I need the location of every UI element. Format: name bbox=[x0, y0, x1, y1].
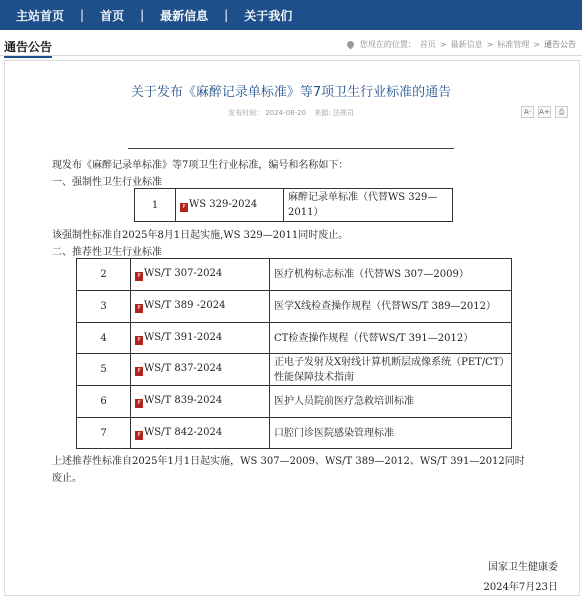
table-row bbox=[77, 259, 512, 291]
breadcrumb-separator: > bbox=[439, 40, 447, 49]
mandatory-standards-table bbox=[134, 188, 453, 222]
pdf-icon: P bbox=[180, 203, 188, 212]
article-source: 来源: 法规司 bbox=[314, 109, 354, 117]
font-decrease-button[interactable]: A- bbox=[521, 106, 534, 118]
pdf-icon: P bbox=[135, 272, 143, 281]
row-number: 5 bbox=[77, 354, 131, 386]
row-number: 6 bbox=[77, 386, 131, 418]
standard-name: 麻醉记录单标准（代替WS 329—2011） bbox=[284, 189, 453, 222]
breadcrumb-item-latest[interactable]: 最新信息 bbox=[450, 40, 483, 49]
breadcrumb-item-current: 通告公告 bbox=[544, 40, 576, 49]
publish-time: 发布时间： 2024-08-20 bbox=[228, 109, 307, 117]
section-heading-recommended: 二、推荐性卫生行业标准 bbox=[52, 247, 162, 258]
print-icon[interactable]: ⎙ bbox=[555, 106, 568, 118]
pdf-icon: P bbox=[135, 431, 143, 440]
table-row bbox=[77, 354, 512, 386]
pdf-icon: P bbox=[135, 367, 143, 376]
intro-paragraph: 现发布《麻醉记录单标准》等7项卫生行业标准，编号和名称如下： bbox=[52, 160, 349, 171]
nav-separator: | bbox=[224, 8, 229, 22]
row-number: 4 bbox=[77, 323, 131, 354]
standard-code-link[interactable]: WS/T 307-2024 bbox=[144, 268, 223, 279]
article-meta bbox=[0, 108, 582, 118]
table-row bbox=[77, 418, 512, 449]
table-row bbox=[77, 323, 512, 354]
nav-separator: | bbox=[140, 8, 145, 22]
pdf-icon: P bbox=[135, 304, 143, 313]
row-number: 2 bbox=[77, 259, 131, 291]
nav-home-site[interactable]: 主站首页 bbox=[16, 8, 65, 23]
section-heading-mandatory: 一、强制性卫生行业标准 bbox=[52, 177, 162, 188]
font-increase-button[interactable]: A+ bbox=[539, 108, 550, 116]
nav-latest-info[interactable]: 最新信息 bbox=[160, 8, 209, 23]
breadcrumb-item-standards[interactable]: 标准管理 bbox=[497, 40, 530, 49]
standard-name: CT检查操作规程（代替WS/T 391—2012） bbox=[270, 323, 512, 354]
article-title: 关于发布《麻醉记录单标准》等7项卫生行业标准的通告 bbox=[130, 85, 452, 100]
standard-code-link[interactable]: WS/T 389 -2024 bbox=[144, 300, 226, 311]
breadcrumb-prefix: 您现在的位置： bbox=[359, 40, 416, 49]
standard-code-link[interactable]: WS/T 839-2024 bbox=[144, 395, 223, 406]
nav-home[interactable]: 首页 bbox=[100, 8, 125, 23]
standard-name: 正电子发射及X射线计算机断层成像系统（PET/CT）性能保障技术指南 bbox=[270, 354, 512, 386]
standard-code bbox=[131, 291, 270, 323]
breadcrumb-separator: > bbox=[533, 40, 540, 49]
nav-about-us[interactable]: 关于我们 bbox=[244, 8, 293, 23]
row-number: 3 bbox=[77, 291, 131, 323]
standard-code bbox=[131, 259, 270, 291]
standard-name: 医学X线检查操作规程（代替WS/T 389—2012） bbox=[270, 291, 512, 323]
location-pin-icon bbox=[345, 40, 355, 50]
standard-code bbox=[131, 354, 270, 386]
standard-code-link[interactable]: WS/T 837-2024 bbox=[144, 363, 223, 374]
signature-org: 国家卫生健康委 bbox=[488, 562, 558, 573]
recommended-note-line-1: 上述推荐性标准自2025年1月1日起实施，WS 307—2009、WS/T 389—2012、WS/T 391—2012同时 bbox=[52, 456, 525, 467]
breadcrumb bbox=[347, 39, 576, 50]
content-divider bbox=[128, 148, 454, 149]
standard-code-link[interactable]: WS/T 842-2024 bbox=[144, 426, 223, 438]
signature-date: 2024年7月23日 bbox=[483, 582, 558, 593]
font-tools bbox=[521, 106, 568, 118]
top-nav bbox=[0, 0, 582, 30]
recommended-standards-table bbox=[76, 258, 512, 449]
standard-name: 医疗机构标志标准（代替WS 307—2009） bbox=[270, 259, 512, 291]
row-number: 1 bbox=[135, 189, 176, 222]
header-divider bbox=[0, 55, 582, 56]
table-row bbox=[77, 386, 512, 418]
section-title: 通告公告 bbox=[4, 38, 52, 58]
standard-code-link[interactable]: WS/T 391-2024 bbox=[144, 331, 223, 343]
mandatory-note: 该强制性标准自2025年8月1日起实施,WS 329—2011同时废止。 bbox=[52, 230, 349, 241]
row-number: 7 bbox=[77, 418, 131, 449]
standard-code bbox=[131, 386, 270, 418]
table-row bbox=[77, 291, 512, 323]
breadcrumb-item-home[interactable]: 首页 bbox=[419, 40, 436, 49]
standard-code bbox=[131, 418, 270, 449]
pdf-icon: P bbox=[135, 399, 143, 408]
breadcrumb-separator: > bbox=[486, 40, 494, 49]
table-row bbox=[135, 189, 453, 222]
section-header bbox=[0, 36, 582, 56]
standard-name: 口腔门诊医院感染管理标准 bbox=[270, 418, 512, 449]
standard-code-link[interactable]: WS 329-2024 bbox=[189, 198, 258, 210]
standard-code bbox=[131, 323, 270, 354]
nav-separator: | bbox=[80, 8, 85, 22]
standard-name: 医护人员院前医疗急救培训标准 bbox=[270, 386, 512, 418]
recommended-note-line-2: 废止。 bbox=[52, 473, 82, 484]
pdf-icon: P bbox=[135, 336, 143, 345]
standard-code bbox=[176, 189, 284, 222]
